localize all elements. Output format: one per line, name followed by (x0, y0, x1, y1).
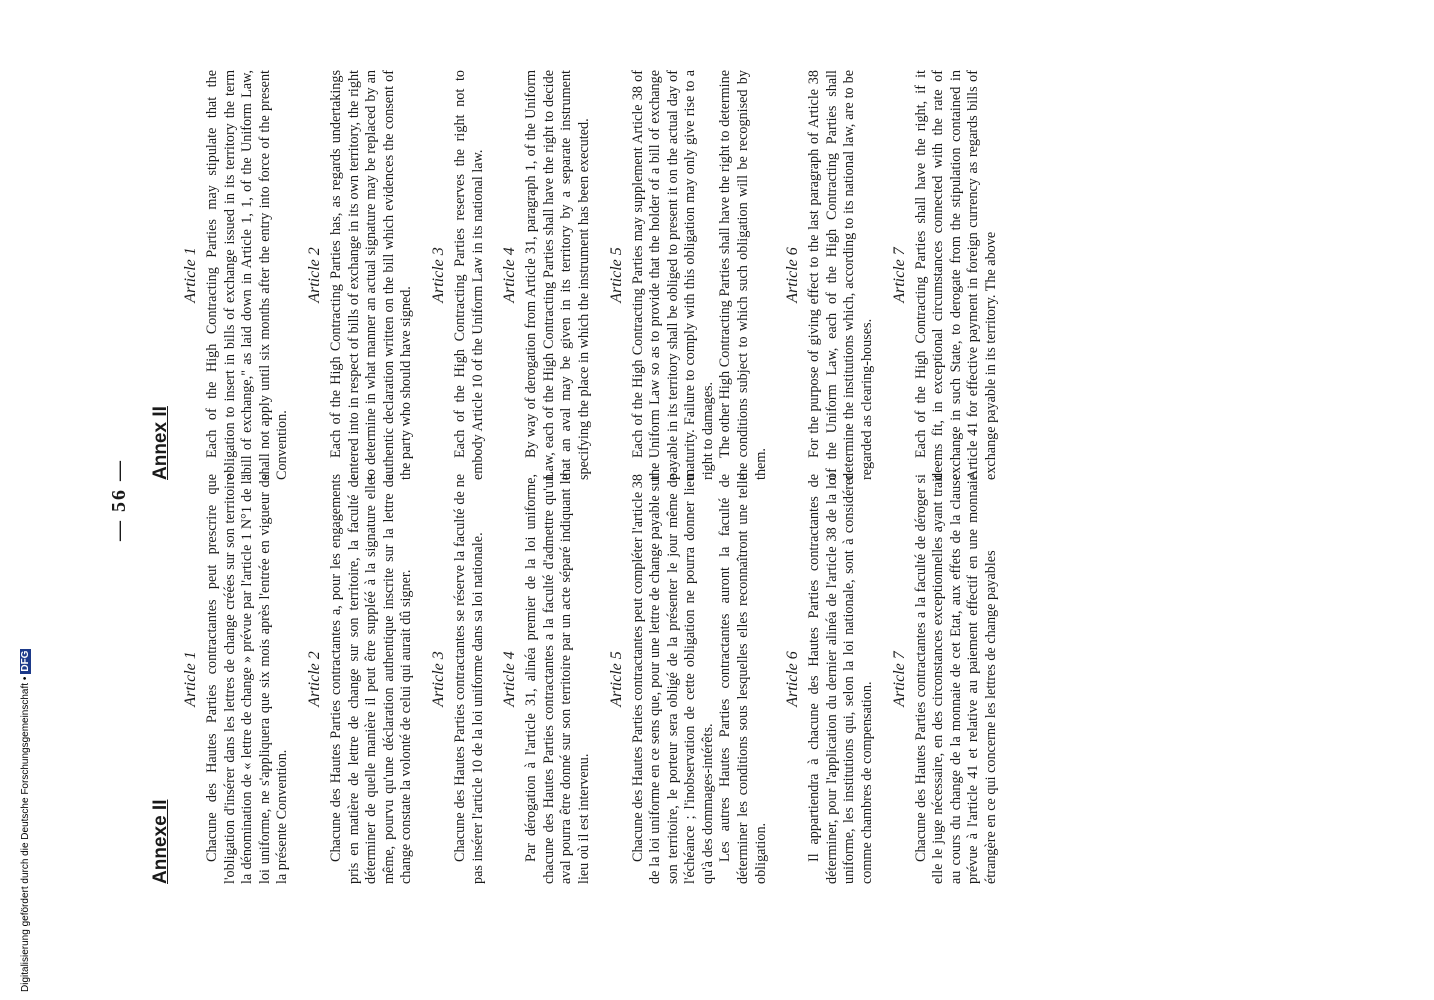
english-article-heading: Article 5 (607, 247, 625, 303)
french-annex-title: Annexe II (150, 799, 171, 884)
french-article-heading: Article 1 (182, 651, 199, 707)
english-article-text: For the purpose of giving effect to the last paragraph of Article 38 of the Uniform Law, each of the High Contracting Parties shall determine the institutions which, according to its national law, are to be regarded as clearing-houses. (806, 70, 876, 480)
french-article-text: Chacune des Hautes Parties contractantes se réserve la faculté de ne pas insérer l'article 10 de la loi uniforme dans sa loi nationale. (451, 474, 486, 884)
english-article-heading: Article 4 (501, 247, 519, 303)
french-article-text: Chacune des Hautes Parties contractantes a, pour les engagements pris en matière de lettre de change sur son territoire, la faculté de déterminer de quelle manière il peut être suppléé à la signature elle-même, pourvu qu'une déclaration authentique inscrite sur la lettre de change constate la volonté de celui qui aurait dû signer. (327, 474, 415, 884)
english-column (150, 70, 1001, 480)
french-article-heading: Article 3 (429, 651, 447, 707)
english-article-heading: Article 6 (784, 247, 802, 303)
french-column (150, 474, 1001, 884)
french-article-text: Chacune des Hautes Parties contractantes a la faculté de déroger si elle le juge nécessaire, en des circonstances exceptionnelles ayant trait au cours du change de la monnaie de cet Etat, aux effets de la clause prévue à l'article 41 et relative au paiement effectif en une monnaie étrangère en ce qui concerne les lettres de change payables (912, 474, 999, 884)
english-article-heading: Article 2 (305, 247, 323, 303)
english-annex-title: Annex II (150, 406, 171, 480)
digitization-text: Digitalisierung gefördert durch die Deutsche Forschungsgemeinschaft • (20, 676, 31, 992)
french-article-heading: Article 5 (607, 651, 625, 707)
digitization-note (20, 649, 31, 992)
french-article-text: Il appartiendra à chacune des Hautes Parties contractantes de déterminer, pour l'application du dernier alinéa de l'article 38 de la loi uniforme, les institutions qui, selon la loi nationale, sont à considérer comme chambres de compensation. (806, 474, 876, 884)
english-article-text: Each of the High Contracting Parties may supplement Article 38 of the Uniform Law so as to provide that the holder of a bill of exchange payable in its territory shall be obliged to present it on the actual day of maturity. Failure to comply with this obligation may only give rise to a right to damages. (629, 70, 716, 480)
english-article-text: Each of the High Contracting Parties has, as regards undertakings entered into in respect of bills of exchange in its own territory, the right to determine in what manner an actual signature may be replaced by an authentic declaration written on the bill which evidences the consent of the party who should have signed. (327, 70, 415, 480)
french-article-heading: Article 7 (890, 651, 908, 707)
french-article-heading: Article 6 (784, 651, 802, 707)
french-article-heading: Article 2 (305, 651, 323, 707)
page-number: — 56 — (108, 459, 130, 541)
french-article-heading: Article 4 (501, 651, 519, 707)
english-article-text: By way of derogation from Article 31, paragraph 1, of the Uniform Law, each of the High Contracting Parties shall have the right to decide that an aval may be given in its territory by a separate instrument specifying the place in which the instrument has been executed. (523, 70, 592, 480)
french-article-text: Chacune des Hautes Parties contractantes peut compléter l'article 38 de la loi uniforme en ce sens que, pour une lettre de change payable sur son territoire, le porteur sera obligé de la présenter le jour même de l'échéance ; l'inobservation de cette obligation ne pourra donner lieu qu'à des dommages-intérêts. (629, 474, 716, 884)
french-article-text: Chacune des Hautes Parties contractantes peut prescrire que l'obligation d'insérer dans les lettres de change créées sur son territoire la dénomination de « lettre de change » prévue par l'article 1 N°1 de la loi uniforme, ne s'appliquera que six mois après l'entrée en vigueur de la présente Convention. (204, 474, 291, 884)
english-article-text: Each of the High Contracting Parties may stipulate that the obligation to insert in bills of exchange issued in its territory the term "bill of exchange," as laid down in Article 1, 1, of the Uniform Law, shall not apply until six months after the entry into force of the present Convention. (204, 70, 291, 480)
french-article-text: Par dérogation à l'article 31, alinéa premier de la loi uniforme, chacune des Hautes Parties contractantes a la faculté d'admettre qu'un aval pourra être donné sur son territoire par un acte séparé indiquant le lieu où il est intervenu. (523, 474, 592, 884)
english-article-heading: Article 3 (429, 247, 447, 303)
english-article-text: The other High Contracting Parties shall have the right to determine the conditions subject to which such obligation will be recognised by them. (717, 70, 769, 480)
english-article-heading: Article 1 (182, 247, 199, 303)
english-article-text: Each of the High Contracting Parties shall have the right, if it deems fit, in exceptional circumstances connected with the rate of exchange in such State, to derogate from the stipulation contained in Article 41 for effective payment in foreign currency as regards bills of exchange payable in its territory. The above (912, 70, 999, 480)
english-article-heading: Article 7 (890, 247, 908, 303)
dfg-logo: DFG (20, 650, 31, 672)
english-article-text: Each of the High Contracting Parties reserves the right not to embody Article 10 of the Uniform Law in its national law. (451, 70, 486, 480)
french-article-text: Les autres Hautes Parties contractantes auront la faculté de déterminer les conditions sous lesquelles elles reconnaîtront une telle obligation. (717, 474, 769, 884)
